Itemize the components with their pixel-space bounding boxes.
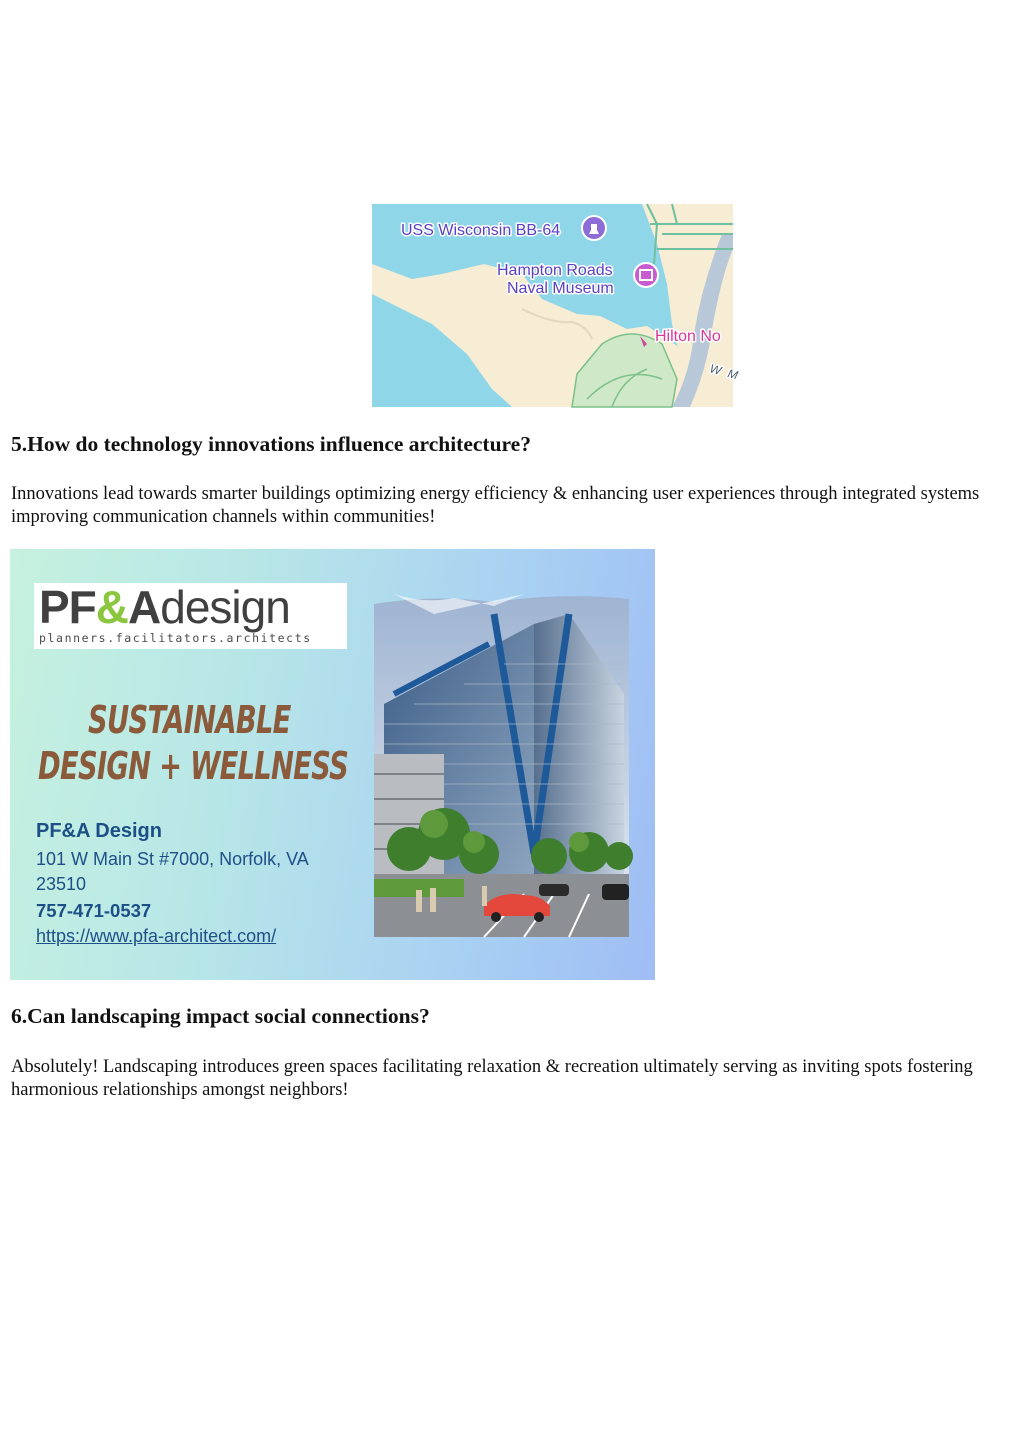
map-image	[372, 204, 742, 407]
answer-paragraph-5: Innovations lead towards smarter buildings optimizing energy efficiency & enhancing user experiences through integrated systems improving communication channels within communities!	[11, 484, 980, 527]
ad-website-link[interactable]: https://www.pfa-architect.com/	[36, 926, 277, 946]
building-photo	[374, 594, 629, 937]
ad-headline-line1: SUSTAINABLE	[88, 698, 291, 742]
ship-icon	[582, 216, 606, 240]
pfa-logo	[34, 583, 347, 649]
map-label-hilton: Hilton No	[655, 328, 721, 345]
map-label-uss-wisconsin: USS Wisconsin BB-64	[401, 222, 561, 239]
logo-wordmark	[39, 581, 290, 633]
logo-a: A	[128, 581, 161, 633]
map-graphic	[372, 204, 742, 407]
ad-company-name: PF&A Design	[36, 820, 162, 842]
question-heading-6: 6.Can landscaping impact social connections?	[11, 1004, 430, 1028]
answer-paragraph-6: Absolutely! Landscaping introduces green spaces facilitating relaxation & recreation ultimately serving as inviting spots fostering harmonious relationships amongst neighbors!	[11, 1057, 973, 1100]
logo-ampersand: &	[95, 581, 129, 633]
logo-tagline: planners.facilitators.architects	[39, 631, 312, 645]
logo-design: design	[160, 581, 290, 633]
question-heading-5: 5.How do technology innovations influence architecture?	[11, 432, 531, 456]
ad-phone: 757-471-0537	[36, 900, 152, 921]
map-label-museum-line1: Hampton Roads	[497, 262, 613, 279]
logo-pf: PF	[39, 581, 96, 633]
ad-headline-line2: DESIGN + WELLNESS	[38, 744, 349, 788]
ad-address-line2: 23510	[36, 874, 87, 894]
ad-address-line1: 101 W Main St #7000, Norfolk, VA	[36, 849, 309, 869]
map-label-road: W M	[708, 361, 742, 383]
map-label-museum-line2: Naval Museum	[507, 280, 614, 297]
pfa-design-ad	[10, 549, 655, 980]
museum-icon	[634, 263, 658, 287]
